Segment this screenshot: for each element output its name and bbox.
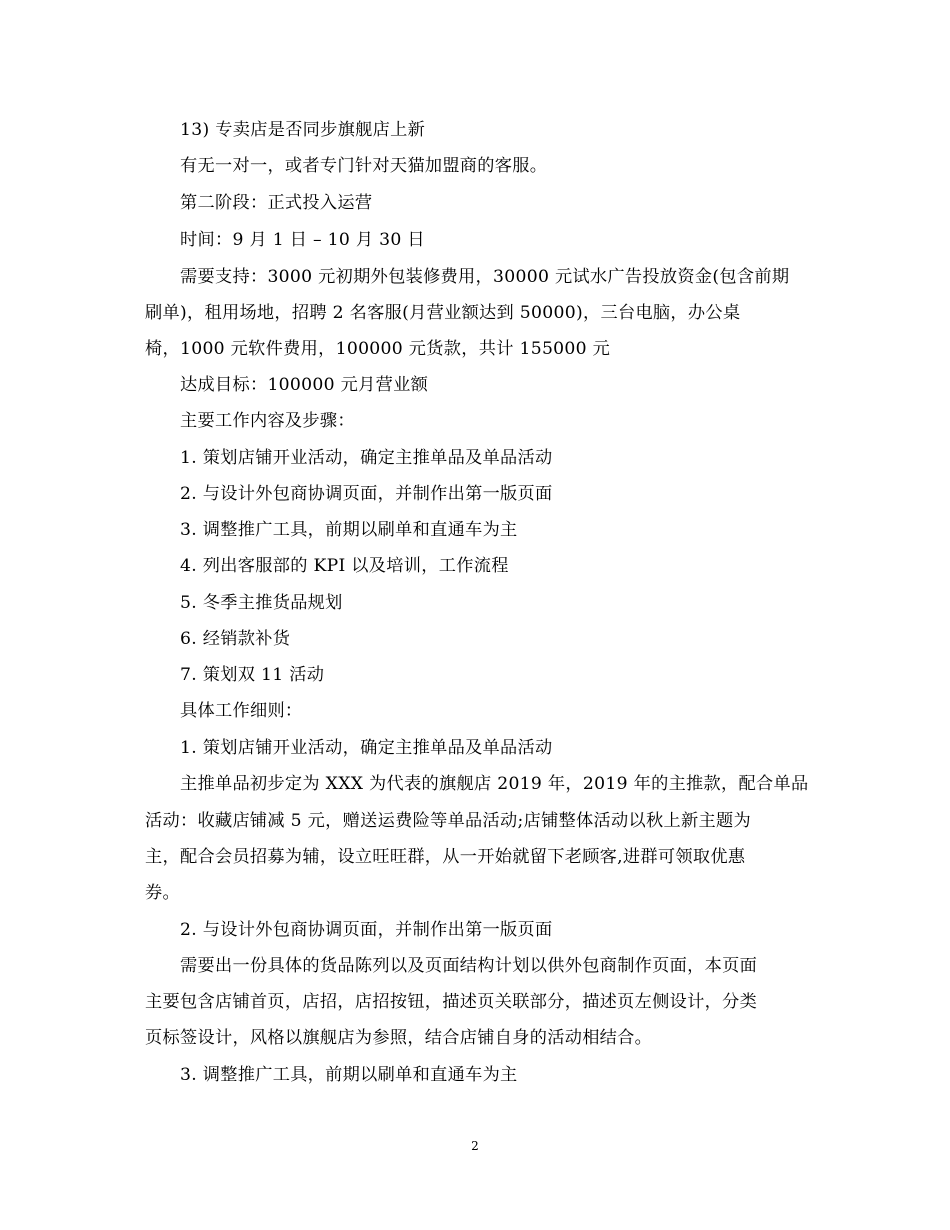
text-line: 主推单品初步定为 XXX 为代表的旗舰店 2019 年，2019 年的主推款，配合单品 [180,774,809,794]
text-line: 椅，1000 元软件费用，100000 元货款，共计 155000 元 [145,339,611,359]
page-number: 2 [471,1139,479,1153]
text-line: 第二阶段：正式投入运营 [180,193,373,213]
list-item: 4. 列出客服部的 KPI 以及培训，工作流程 [180,556,509,576]
text-line: 1. 策划店铺开业活动，确定主推单品及单品活动 [180,738,553,758]
text-line: 主要包含店铺首页，店招，店招按钮，描述页关联部分，描述页左侧设计，分类 [145,992,758,1012]
text-line: 时间：9 月 1 日 – 10 月 30 日 [180,230,425,250]
text-line: 达成目标：100000 元月营业额 [180,375,429,395]
text-line: 需要支持：3000 元初期外包装修费用，30000 元试水广告投放资金(包含前期 [180,267,790,287]
text-line: 3. 调整推广工具，前期以刷单和直通车为主 [180,1065,518,1085]
text-line: 券。 [145,883,180,903]
list-item: 6. 经销款补货 [180,629,291,649]
text-line: 13) 专卖店是否同步旗舰店上新 [180,120,426,140]
text-line: 需要出一份具体的货品陈列以及页面结构计划以供外包商制作页面，本页面 [180,956,758,976]
text-line: 2. 与设计外包商协调页面，并制作出第一版页面 [180,920,553,940]
list-item: 7. 策划双 11 活动 [180,665,325,685]
list-item: 3. 调整推广工具，前期以刷单和直通车为主 [180,520,518,540]
list-item: 2. 与设计外包商协调页面，并制作出第一版页面 [180,484,553,504]
text-line: 活动：收藏店铺减 5 元，赠送运费险等单品活动;店铺整体活动以秋上新主题为 [145,811,751,831]
text-line: 具体工作细则： [180,701,303,721]
text-line: 有无一对一，或者专门针对天猫加盟商的客服。 [180,156,548,176]
list-item: 1. 策划店铺开业活动，确定主推单品及单品活动 [180,448,553,468]
text-line: 刷单)，租用场地，招聘 2 名客服(月营业额达到 50000)，三台电脑，办公桌 [145,303,741,323]
list-item: 5. 冬季主推货品规划 [180,593,343,613]
text-line: 主，配合会员招募为辅，设立旺旺群，从一开始就留下老顾客,进群可领取优惠 [145,847,746,867]
text-line: 页标签设计，风格以旗舰店为参照，结合店铺自身的活动相结合。 [145,1028,653,1048]
text-line: 主要工作内容及步骤： [180,411,355,431]
